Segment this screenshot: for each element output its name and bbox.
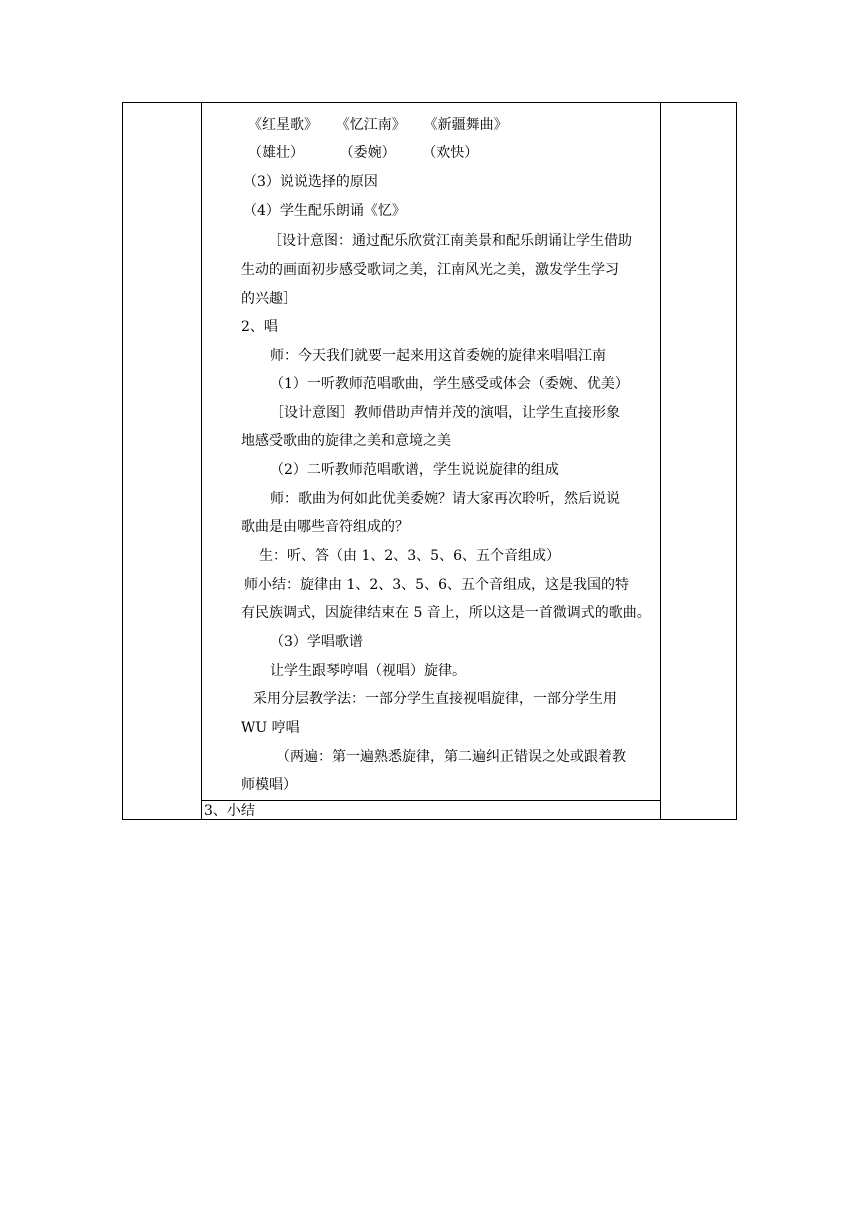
two-times-line-2: 师模唱） xyxy=(241,777,297,793)
student-answer-line: 生：听、答（由 1、2、3、5、6、五个音组成） xyxy=(259,548,560,564)
listen-2-line: （2）二听教师范唱歌谱，学生说说旋律的组成 xyxy=(270,462,559,478)
design-intent-1-line-2: 生动的画面初步感受歌词之美，江南风光之美，激发学生学习 xyxy=(241,262,619,278)
design-intent-1-line-1: ［设计意图：通过配乐欣赏江南美景和配乐朗诵让学生借助 xyxy=(268,233,632,249)
step-4-line: （4）学生配乐朗诵《忆》 xyxy=(243,203,406,219)
section-3-heading: 3、小结 xyxy=(204,803,255,819)
two-times-line-1: （两遍：第一遍熟悉旋律，第二遍纠正错误之处或跟着教 xyxy=(276,749,626,765)
design-intent-2-line-2: 地感受歌曲的旋律之美和意境之美 xyxy=(241,433,451,449)
step-learn-score-line: （3）学唱歌谱 xyxy=(270,634,363,650)
teacher-intro-line: 师：今天我们就要一起来用这首委婉的旋律来唱唱江南 xyxy=(270,348,606,364)
song-titles-line: 《红星歌》 《忆江南》 《新疆舞曲》 xyxy=(248,117,508,133)
teacher-summary-line-2: 有民族调式，因旋律结束在 5 音上，所以这是一首微调式的歌曲。 xyxy=(241,605,651,621)
layered-teaching-line-2: WU 哼唱 xyxy=(241,720,300,736)
step-3-line: （3）说说选择的原因 xyxy=(243,174,378,190)
teacher-question-line-1: 师：歌曲为何如此优美委婉？请大家再次聆听，然后说说 xyxy=(270,491,620,507)
design-intent-1-line-3: 的兴趣］ xyxy=(241,291,297,307)
table-column-divider-right xyxy=(660,102,661,820)
design-intent-2-line-1: ［设计意图］教师借助声情并茂的演唱，让学生直接形象 xyxy=(270,405,620,421)
table-column-divider-left xyxy=(201,102,202,820)
song-moods-line: （雄壮） （委婉） （欢快） xyxy=(248,145,479,161)
hum-melody-line: 让学生跟琴哼唱（视唱）旋律。 xyxy=(270,663,466,679)
layered-teaching-line-1: 采用分层教学法：一部分学生直接视唱旋律，一部分学生用 xyxy=(253,691,617,707)
table-cell-bottom-border xyxy=(201,800,660,801)
teacher-summary-line-1: 师小结：旋律由 1、2、3、5、6、五个音组成，这是我国的特 xyxy=(244,577,629,593)
listen-1-line: （1）一听教师范唱歌曲，学生感受或体会（委婉、优美） xyxy=(270,376,629,392)
teacher-question-line-2: 歌曲是由哪些音符组成的？ xyxy=(241,519,409,535)
section-2-heading: 2、唱 xyxy=(241,319,278,335)
